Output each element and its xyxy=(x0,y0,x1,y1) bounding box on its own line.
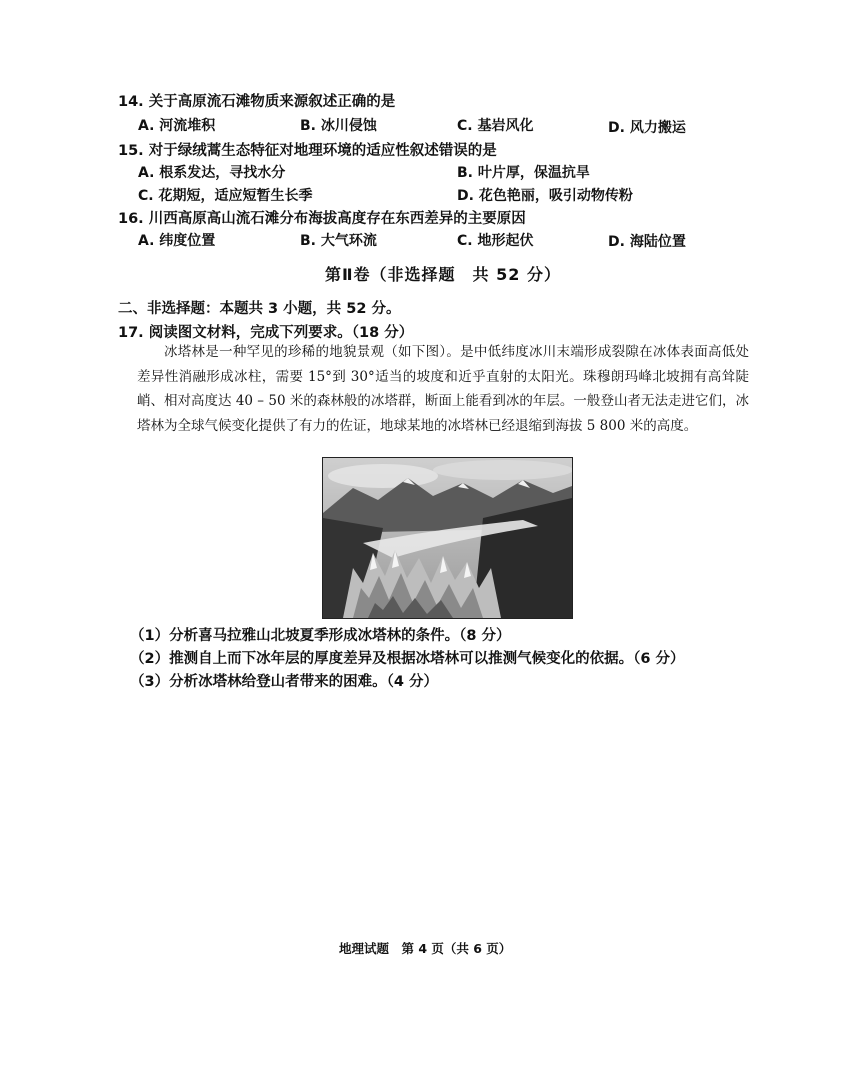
q14-option-c: C. 基岩风化 xyxy=(457,118,534,134)
q16-option-a: A. 纬度位置 xyxy=(138,233,216,249)
ice-pinnacle-photo xyxy=(322,457,573,619)
section-2-heading: 二、非选择题：本题共 3 小题，共 52 分。 xyxy=(118,301,401,317)
q16-option-d: D. 海陆位置 xyxy=(608,234,686,250)
q16-option-c: C. 地形起伏 xyxy=(457,233,534,249)
q15-option-b: B. 叶片厚，保温抗旱 xyxy=(457,165,590,181)
ice-pinnacle-illustration xyxy=(323,458,572,618)
q17-subquestion-1: （1）分析喜马拉雅山北坡夏季形成冰塔林的条件。（8 分） xyxy=(130,628,511,644)
q16-option-b: B. 大气环流 xyxy=(300,233,377,249)
q17-subquestion-2: （2）推测自上而下冰年层的厚度差异及根据冰塔林可以推测气候变化的依据。（6 分） xyxy=(130,651,685,667)
q15-option-d: D. 花色艳丽，吸引动物传粉 xyxy=(457,188,633,204)
q15-option-c: C. 花期短，适应短暂生长季 xyxy=(138,188,313,204)
section-2-title: 第Ⅱ卷（非选择题 共 52 分） xyxy=(325,265,561,284)
question-16-stem: 16. 川西高原高山流石滩分布海拔高度存在东西差异的主要原因 xyxy=(118,211,526,227)
q17-material-paragraph: 冰塔林是一种罕见的珍稀的地貌景观（如下图）。是中低纬度冰川末端形成裂隙在冰体表面高低处差异性消融形成冰柱，需要 15°到 30°适当的坡度和近乎直射的太阳光。珠穆朗玛峰北坡拥有高耸陡峭、相对高度达 40 – 50 米的森林般的冰塔群，断面上能看到冰的年层。一般登山者无法走进它们，冰塔林为全球气候变化提供了有力的佐证，地球某地的冰塔林已经退缩到海拔 5 800 米的高度。 xyxy=(137,344,749,434)
q17-subquestion-3: （3）分析冰塔林给登山者带来的困难。（4 分） xyxy=(130,674,438,690)
question-17-stem: 17. 阅读图文材料，完成下列要求。（18 分） xyxy=(118,325,414,341)
q14-option-d: D. 风力搬运 xyxy=(608,120,686,136)
question-15-stem: 15. 对于绿绒蒿生态特征对地理环境的适应性叙述错误的是 xyxy=(118,143,497,159)
page-footer: 地理试题 第 4 页（共 6 页） xyxy=(339,941,512,956)
question-14-stem: 14. 关于高原流石滩物质来源叙述正确的是 xyxy=(118,94,396,110)
q15-option-a: A. 根系发达，寻找水分 xyxy=(138,165,286,181)
q14-option-a: A. 河流堆积 xyxy=(138,118,216,134)
q14-option-b: B. 冰川侵蚀 xyxy=(300,118,377,134)
